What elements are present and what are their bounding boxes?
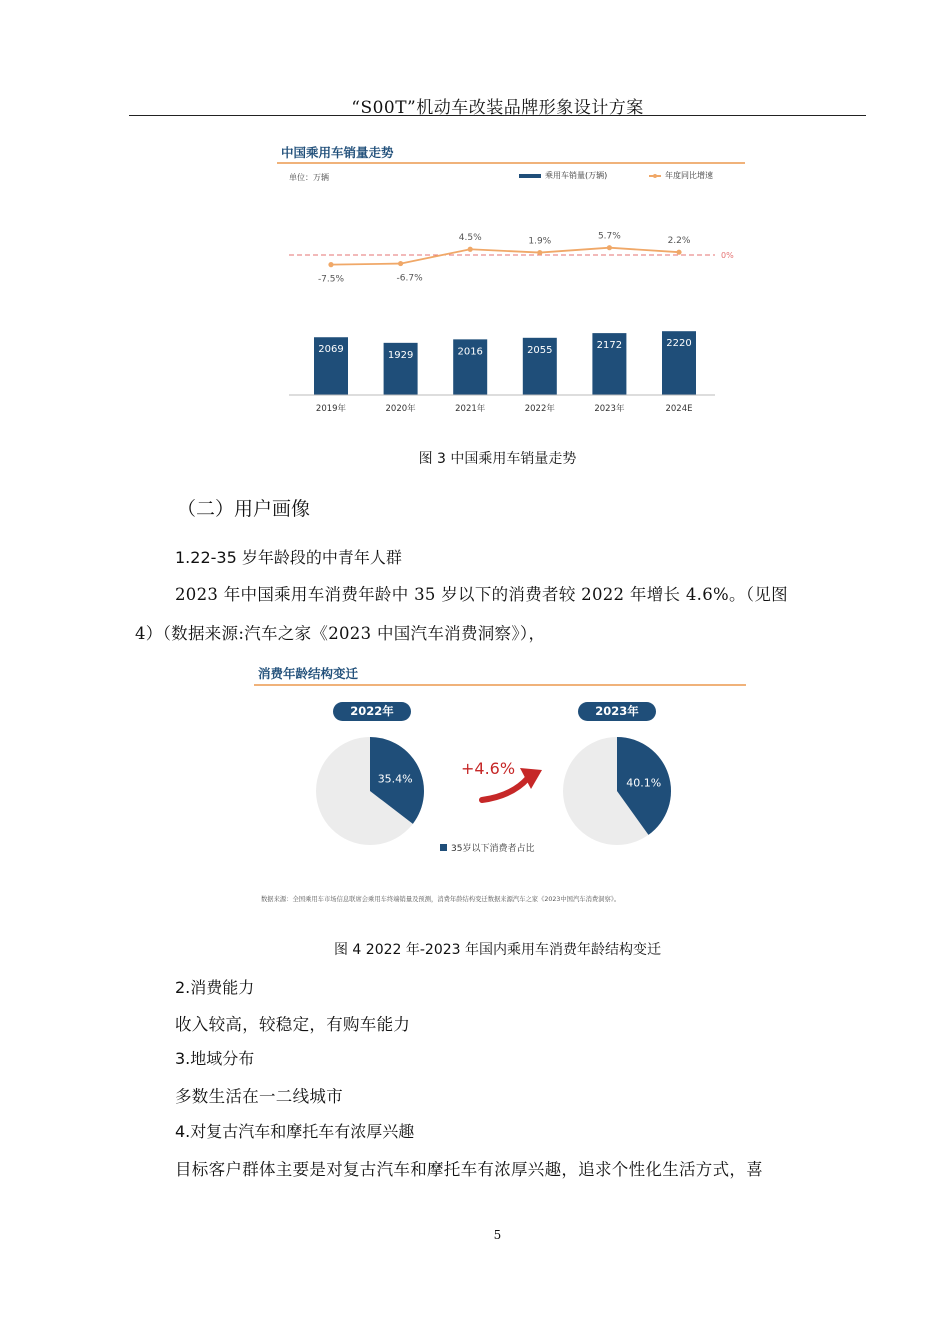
age-chart-title: 消费年龄结构变迁 xyxy=(258,666,359,681)
paragraph-spending: 收入较高，较稳定，有购车能力 xyxy=(175,1015,411,1034)
age-chart-svg xyxy=(252,658,752,913)
sales-trend-figure xyxy=(275,133,795,433)
page-number: 5 xyxy=(493,1228,502,1242)
sales-bar-value: 2220 xyxy=(666,338,692,350)
sales-bar-value: 2069 xyxy=(318,344,344,356)
growth-rate-label: -7.5% xyxy=(317,274,345,285)
growth-label: +4.6% xyxy=(461,759,516,778)
growth-rate-point xyxy=(468,247,473,252)
growth-rate-label: 1.9% xyxy=(528,236,552,247)
subheading-age-group: 1.22-35 岁年龄段的中青年人群 xyxy=(175,548,402,567)
year-badge-2022: 2022年 xyxy=(333,702,411,721)
document-header-title: “S00T”机动车改装品牌形象设计方案 xyxy=(351,98,644,118)
subheading-interest: 4.对复古汽车和摩托车有浓厚兴趣 xyxy=(175,1122,415,1141)
legend-swatch xyxy=(440,844,447,851)
subheading-spending: 2.消费能力 xyxy=(175,978,255,997)
section-heading: （二）用户画像 xyxy=(177,498,311,520)
growth-rate-line xyxy=(331,248,679,265)
x-axis-tick-label: 2023年 xyxy=(594,404,625,414)
legend-label: 35岁以下消费者占比 xyxy=(451,844,535,854)
figure4-caption: 图 4 2022 年-2023 年国内乘用车消费年龄结构变迁 xyxy=(333,942,662,958)
pie-slice-label: 35.4% xyxy=(377,772,413,786)
x-axis-tick-label: 2022年 xyxy=(524,404,555,414)
paragraph-age-line2: 4）（数据来源:汽车之家《2023 中国汽车消费洞察》）， xyxy=(135,624,546,643)
sales-bar-value: 1929 xyxy=(387,349,414,361)
subheading-region: 3.地域分布 xyxy=(175,1049,255,1068)
growth-rate-label: 4.5% xyxy=(458,233,482,244)
x-axis-tick-label: 2021年 xyxy=(455,404,486,414)
pie-slice-label: 40.1% xyxy=(626,776,662,790)
growth-rate-point xyxy=(607,245,612,250)
sales-bar-value: 2172 xyxy=(596,340,623,352)
sales-chart-title: 中国乘用车销量走势 xyxy=(281,145,394,160)
growth-rate-point xyxy=(676,250,681,255)
paragraph-interest: 目标客户群体主要是对复古汽车和摩托车有浓厚兴趣，追求个性化生活方式，喜 xyxy=(175,1160,763,1179)
growth-rate-point xyxy=(328,262,333,267)
pie-group xyxy=(316,737,671,845)
sales-bar-value: 2016 xyxy=(457,346,483,358)
sales-bar-value: 2055 xyxy=(527,344,553,356)
paragraph-age-line1: 2023 年中国乘用车消费年龄中 35 岁以下的消费者较 2022 年增长 4.6%。（见图 xyxy=(175,585,788,604)
growth-rate-point xyxy=(537,250,542,255)
growth-rate-label: 5.7% xyxy=(597,231,621,242)
sales-chart-unit: 单位：万辆 xyxy=(289,173,329,182)
age-chart-legend xyxy=(440,841,534,854)
paragraph-region: 多数生活在一二线城市 xyxy=(175,1087,343,1106)
age-structure-figure xyxy=(252,658,752,913)
zero-reference-label: 0% xyxy=(721,251,734,260)
header-divider xyxy=(129,115,866,116)
x-axis-tick-label: 2020年 xyxy=(385,404,416,414)
legend-line-label: 年度同比增速 xyxy=(665,171,713,180)
growth-rate-label: 2.2% xyxy=(667,236,691,247)
x-axis-tick-label: 2024E xyxy=(665,404,693,414)
data-source-note: 数据来源：全国乘用车市场信息联席会乘用车终端销量及预测，消费年龄结构变迁数据来源汽车之家《2023中国汽车消费洞察》。 xyxy=(261,896,621,903)
figure3-caption: 图 3 中国乘用车销量走势 xyxy=(418,451,577,467)
growth-arrow-shaft xyxy=(482,778,528,800)
sales-chart-svg xyxy=(275,133,795,433)
growth-rate-point xyxy=(398,261,403,266)
legend-bar-label: 乘用车销量(万辆) xyxy=(545,171,608,180)
x-axis-tick-label: 2019年 xyxy=(315,404,347,414)
growth-rate-label: -6.7% xyxy=(396,273,423,284)
year-badge-2023: 2023年 xyxy=(578,702,656,721)
